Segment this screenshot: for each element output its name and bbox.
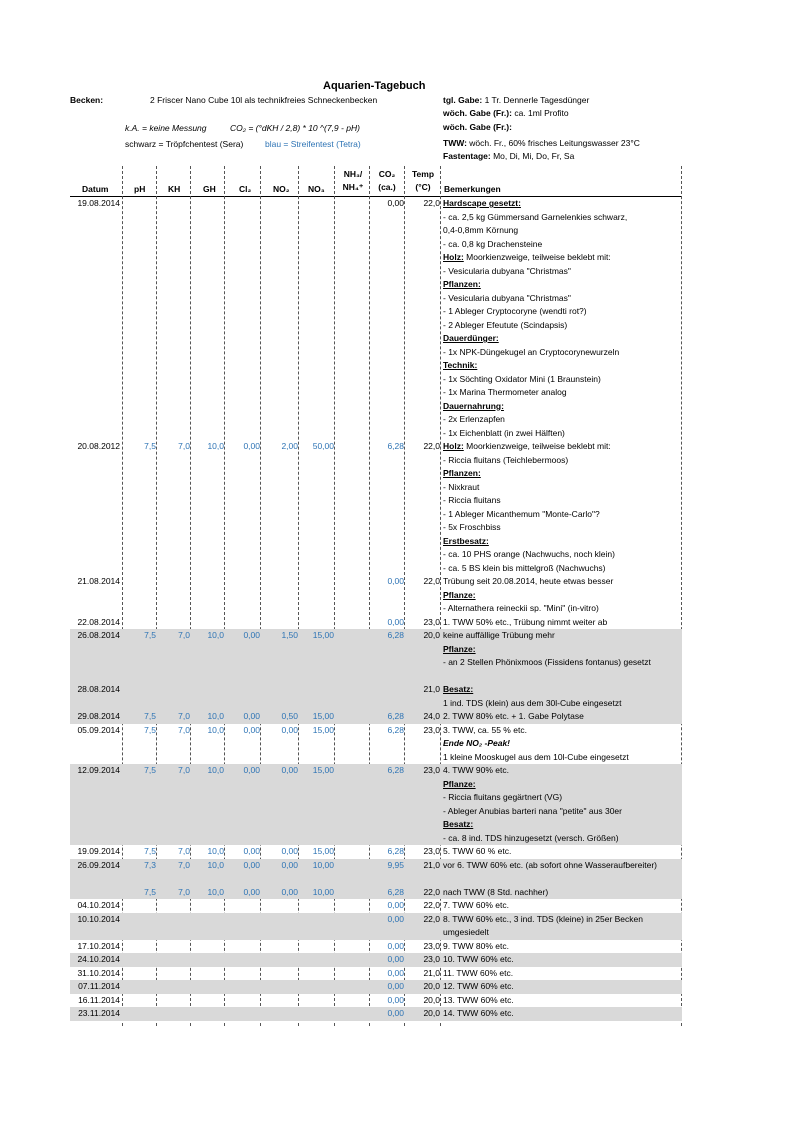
cell-temp: 21,0	[423, 967, 440, 978]
header-no2: NO₂	[273, 184, 290, 194]
cell-kh: 7,0	[178, 630, 190, 640]
table-row	[70, 535, 682, 549]
table-row	[70, 251, 682, 265]
table-row	[70, 953, 682, 967]
cell-remark: Besatz:	[443, 684, 474, 694]
cell-remark: 7. TWW 60% etc.	[443, 900, 509, 910]
gabe-woech-2: wöch. Gabe (Fr.):	[443, 122, 512, 132]
cell-ph: 7,5	[144, 724, 156, 735]
cell-remark: - Alternathera reineckii sp. "Mini" (in-vitro)	[443, 603, 599, 613]
table-row	[70, 818, 682, 832]
cell-gh: 10,0	[207, 765, 224, 775]
table-row	[70, 940, 682, 954]
cell-co2: 6,28	[387, 711, 404, 721]
cell-date: 07.11.2014	[78, 981, 120, 991]
table-row	[70, 710, 682, 724]
cell-remark: - ca. 0,8 kg Drachensteine	[443, 238, 543, 249]
table-row	[70, 602, 682, 616]
cell-no2: 0,00	[281, 765, 298, 775]
header-temp: Temp (°C)	[411, 169, 435, 192]
cell-remark: 0,4-0,8mm Körnung	[443, 225, 519, 235]
cell-temp: 21,0	[423, 684, 440, 694]
cell-co2: 0,00	[387, 954, 404, 964]
cell-cl: 0,00	[243, 846, 260, 856]
cell-date: 10.10.2014	[77, 913, 120, 924]
table-row	[70, 319, 682, 333]
table-row	[70, 913, 682, 927]
cell-no2: 1,50	[281, 630, 298, 640]
log-table	[70, 197, 682, 1021]
cell-gh: 10,0	[207, 724, 224, 735]
cell-remark: - 1x Marina Thermometer analog	[443, 387, 567, 397]
cell-remark: 11. TWW 60% etc.	[443, 967, 514, 978]
cell-co2: 6,28	[387, 846, 404, 856]
table-row	[70, 737, 682, 751]
table-row	[70, 359, 682, 373]
cell-remark: - Vesicularia dubyana "Christmas"	[443, 265, 571, 276]
table-row	[70, 575, 682, 589]
table-row	[70, 616, 682, 630]
cell-remark: - ca. 8 ind. TDS hinzugesetzt (versch. Größen)	[443, 832, 619, 843]
cell-no3: 15,00	[312, 711, 334, 721]
cell-no2: 0,00	[281, 846, 298, 856]
cell-temp: 23,0	[423, 846, 440, 856]
cell-cl: 0,00	[243, 886, 260, 897]
cell-kh: 7,0	[178, 441, 190, 451]
cell-remark: - 1x Eichenblatt (in zwei Hälften)	[443, 427, 565, 438]
cell-co2: 6,28	[387, 724, 404, 735]
table-row	[70, 670, 682, 684]
cell-ph: 7,5	[144, 711, 156, 721]
cell-cl: 0,00	[243, 630, 260, 640]
table-row	[70, 697, 682, 711]
header-cl2: Cl₂	[239, 184, 252, 194]
cell-remark: Trübung seit 20.08.2014, heute etwas besser	[443, 576, 614, 586]
cell-date: 31.10.2014	[77, 967, 120, 978]
cell-kh: 7,0	[178, 846, 190, 856]
cell-no3: 15,00	[312, 630, 334, 640]
cell-date: 21.08.2014	[77, 576, 120, 586]
cell-remark: Pflanzen:	[443, 468, 481, 478]
remark-text: Moorkienzweige, teilweise beklebt mit:	[463, 252, 611, 262]
table-row	[70, 643, 682, 657]
table-row	[70, 764, 682, 778]
table-row	[70, 265, 682, 279]
cell-temp: 22,0	[423, 198, 440, 208]
cell-gh: 10,0	[207, 886, 224, 897]
table-row	[70, 508, 682, 522]
cell-date: 16.11.2014	[78, 994, 120, 1005]
table-row	[70, 899, 682, 913]
cell-date: 29.08.2014	[77, 711, 120, 721]
header-ph: pH	[134, 184, 146, 194]
legend-formula: CO₂ = (°dKH / 2,8) * 10 ^(7,9 - pH)	[230, 123, 360, 133]
cell-no2: 0,00	[281, 859, 298, 870]
table-row	[70, 278, 682, 292]
table-row	[70, 332, 682, 346]
table-row	[70, 224, 682, 238]
cell-temp: 22,0	[423, 913, 440, 924]
cell-remark: - 1 Ableger Micanthemum "Monte-Carlo"?	[443, 508, 600, 519]
cell-ph: 7,5	[144, 441, 156, 451]
cell-no2: 2,00	[281, 441, 298, 451]
table-row	[70, 521, 682, 535]
cell-remark: keine auffällige Trübung mehr	[443, 630, 555, 640]
cell-no3: 15,00	[312, 724, 334, 735]
becken-value: 2 Friscer Nano Cube 10l als technikfreies Schneckenbecken	[150, 95, 378, 105]
header-nh: NH₃/ NH₄⁺	[342, 169, 364, 192]
table-row	[70, 1007, 682, 1021]
table-row	[70, 751, 682, 765]
cell-kh: 7,0	[178, 886, 190, 897]
cell-co2: 0,00	[387, 576, 404, 586]
cell-remark: - Riccia fluitans (Teichlebermoos)	[443, 454, 569, 465]
fasten-info: Fastentage: Mo, Di, Mi, Do, Fr, Sa	[443, 151, 575, 161]
table-row	[70, 467, 682, 481]
table-row	[70, 629, 682, 643]
cell-co2: 6,28	[387, 441, 404, 451]
cell-remark: 13. TWW 60% etc.	[443, 994, 514, 1005]
cell-remark: Pflanze:	[443, 589, 476, 600]
header-no3: NO₃	[308, 184, 325, 194]
table-row	[70, 386, 682, 400]
cell-no3: 50,00	[312, 441, 334, 451]
cell-remark: - 1x NPK-Düngekugel an Cryptocorynewurzeln	[443, 346, 620, 357]
cell-ph: 7,5	[144, 846, 156, 856]
cell-co2: 0,00	[387, 198, 404, 208]
cell-kh: 7,0	[178, 711, 190, 721]
cell-temp: 23,0	[423, 954, 440, 964]
table-row	[70, 589, 682, 603]
cell-remark	[443, 251, 611, 265]
cell-temp: 22,0	[423, 900, 440, 910]
cell-co2: 6,28	[387, 630, 404, 640]
cell-remark: - ca. 5 BS klein bis mittelgroß (Nachwuchs)	[443, 562, 606, 573]
cell-remark: - Vesicularia dubyana "Christmas"	[443, 292, 571, 303]
table-row	[70, 346, 682, 360]
cell-remark: vor 6. TWW 60% etc. (ab sofort ohne Wasseraufbereiter)	[443, 859, 657, 870]
table-row	[70, 926, 682, 940]
header-kh: KH	[168, 184, 181, 194]
table-row	[70, 683, 682, 697]
table-row	[70, 413, 682, 427]
table-row	[70, 427, 682, 441]
header-datum: Datum	[82, 184, 109, 194]
cell-no3: 15,00	[312, 846, 334, 856]
legend-ka: k.A. = keine Messung	[125, 123, 207, 133]
gabe-tgl: tgl. Gabe: 1 Tr. Dennerle Tagesdünger	[443, 95, 590, 105]
cell-remark: umgesiedelt	[443, 927, 489, 937]
cell-remark: - Ableger Anubias barteri nana "petite" aus 30er	[443, 805, 622, 816]
table-row	[70, 562, 682, 576]
cell-date: 23.11.2014	[78, 1008, 120, 1018]
header-co2: CO₂ (ca.)	[378, 169, 396, 192]
cell-ph: 7,5	[144, 630, 156, 640]
cell-gh: 10,0	[207, 859, 224, 870]
cell-gh: 10,0	[207, 711, 224, 721]
cell-remark: 1. TWW 50% etc., Trübung nimmt weiter ab	[443, 616, 608, 627]
cell-no3: 15,00	[312, 765, 334, 775]
cell-co2: 9,95	[387, 859, 404, 870]
cell-temp: 20,0	[423, 1008, 440, 1018]
cell-co2: 0,00	[387, 1008, 404, 1018]
table-row	[70, 454, 682, 468]
cell-date: 19.08.2014	[77, 198, 120, 208]
cell-kh: 7,0	[178, 765, 190, 775]
cell-date: 17.10.2014	[77, 940, 120, 951]
cell-co2: 0,00	[387, 940, 404, 951]
cell-remark: nach TWW (8 Std. nachher)	[443, 886, 549, 897]
cell-remark: - ca. 10 PHS orange (Nachwuchs, noch klein)	[443, 549, 615, 559]
table-row	[70, 994, 682, 1008]
cell-no2: 0,00	[281, 886, 298, 897]
cell-co2: 6,28	[387, 886, 404, 897]
cell-date: 26.08.2014	[77, 630, 120, 640]
cell-date: 20.08.2012	[77, 441, 120, 451]
cell-remark: Dauerdünger:	[443, 333, 499, 343]
table-row	[70, 980, 682, 994]
cell-temp: 20,0	[423, 981, 440, 991]
cell-temp: 23,0	[423, 616, 440, 627]
cell-co2: 0,00	[387, 967, 404, 978]
cell-date: 26.09.2014	[77, 859, 120, 870]
cell-remark: 2. TWW 80% etc. + 1. Gabe Polytase	[443, 711, 584, 721]
cell-gh: 10,0	[207, 846, 224, 856]
cell-date: 04.10.2014	[77, 900, 120, 910]
cell-remark	[443, 440, 611, 454]
cell-remark: Pflanze:	[443, 643, 476, 654]
table-row	[70, 886, 682, 900]
table-row	[70, 859, 682, 873]
cell-remark: - Nixkraut	[443, 481, 480, 492]
cell-date: 28.08.2014	[77, 684, 120, 694]
page-title: Aquarien-Tagebuch	[323, 80, 426, 92]
cell-cl: 0,00	[243, 724, 260, 735]
cell-remark: Technik:	[443, 360, 478, 370]
cell-temp: 23,0	[423, 724, 440, 735]
gabe-woech-1: wöch. Gabe (Fr.): ca. 1ml Profito	[443, 108, 569, 118]
cell-remark: Dauernahrung:	[443, 400, 504, 411]
table-row	[70, 832, 682, 846]
table-row	[70, 400, 682, 414]
cell-remark: - 5x Froschbiss	[443, 522, 501, 532]
table-row	[70, 872, 682, 886]
table-row	[70, 211, 682, 225]
cell-remark: - 2x Erlenzapfen	[443, 414, 505, 424]
cell-cl: 0,00	[243, 441, 260, 451]
cell-remark: 4. TWW 90% etc.	[443, 765, 509, 775]
cell-date: 24.10.2014	[77, 954, 120, 964]
cell-co2: 0,00	[387, 900, 404, 910]
cell-remark: 12. TWW 60% etc.	[443, 981, 514, 991]
cell-remark: - 1x Söchting Oxidator Mini (1 Braunstein)	[443, 373, 601, 384]
cell-temp: 22,0	[423, 576, 440, 586]
tww-info: TWW: wöch. Fr., 60% frisches Leitungswasser 23°C	[443, 138, 640, 148]
cell-remark: Besatz:	[443, 819, 474, 829]
cell-co2: 0,00	[387, 913, 404, 924]
cell-date: 22.08.2014	[77, 616, 120, 627]
cell-date: 12.09.2014	[77, 765, 120, 775]
cell-remark: 5. TWW 60 % etc.	[443, 846, 512, 856]
table-row	[70, 238, 682, 252]
table-row	[70, 373, 682, 387]
table-row	[70, 656, 682, 670]
cell-no3: 10,00	[312, 859, 334, 870]
table-row	[70, 791, 682, 805]
cell-kh: 7,0	[178, 724, 190, 735]
cell-cl: 0,00	[243, 765, 260, 775]
table-row	[70, 494, 682, 508]
cell-temp: 24,0	[423, 711, 440, 721]
cell-no2: 0,50	[281, 711, 298, 721]
cell-remark: 1 ind. TDS (klein) aus dem 30l-Cube eingesetzt	[443, 697, 622, 708]
cell-date: 05.09.2014	[77, 724, 120, 735]
table-row	[70, 440, 682, 454]
cell-gh: 10,0	[207, 441, 224, 451]
header-gh: GH	[203, 184, 216, 194]
table-row	[70, 845, 682, 859]
becken-label: Becken:	[70, 95, 104, 105]
table-header	[70, 166, 682, 197]
cell-remark: - 2 Ableger Efeutute (Scindapsis)	[443, 319, 568, 330]
table-row	[70, 305, 682, 319]
cell-no3: 10,00	[312, 886, 334, 897]
legend-schwarz: schwarz = Tröpfchentest (Sera)	[125, 139, 244, 149]
cell-remark: Ende NO₂ -Peak!	[443, 738, 511, 748]
cell-temp: 20,0	[423, 994, 440, 1005]
cell-ph: 7,5	[144, 765, 156, 775]
cell-temp: 23,0	[423, 765, 440, 775]
cell-co2: 0,00	[387, 616, 404, 627]
cell-remark: Hardscape gesetzt:	[443, 198, 521, 208]
table-row	[70, 292, 682, 306]
table-row	[70, 481, 682, 495]
legend-blau: blau = Streifentest (Tetra)	[265, 139, 361, 149]
cell-remark: 10. TWW 60% etc.	[443, 954, 514, 964]
cell-temp: 23,0	[423, 940, 440, 951]
cell-cl: 0,00	[243, 859, 260, 870]
remark-text: Moorkienzweige, teilweise beklebt mit:	[463, 441, 611, 451]
cell-remark: - ca. 2,5 kg Gümmersand Garnelenkies schwarz,	[443, 211, 628, 222]
cell-temp: 22,0	[423, 886, 440, 897]
cell-co2: 0,00	[387, 981, 404, 991]
cell-remark: - 1 Ableger Cryptocoryne (wendti rot?)	[443, 306, 587, 316]
cell-cl: 0,00	[243, 711, 260, 721]
cell-kh: 7,0	[178, 859, 190, 870]
cell-remark: 3. TWW, ca. 55 % etc.	[443, 724, 527, 735]
cell-remark: - Riccia fluitans	[443, 495, 501, 505]
cell-temp: 22,0	[423, 441, 440, 451]
cell-remark: 8. TWW 60% etc., 3 ind. TDS (kleine) in 25er Becken	[443, 913, 643, 924]
table-row	[70, 724, 682, 738]
cell-date: 19.09.2014	[77, 846, 120, 856]
table-row	[70, 967, 682, 981]
cell-co2: 6,28	[387, 765, 404, 775]
cell-co2: 0,00	[387, 994, 404, 1005]
cell-remark: 14. TWW 60% etc.	[443, 1008, 514, 1018]
cell-temp: 21,0	[423, 859, 440, 870]
remark-heading: Holz:	[443, 441, 464, 451]
cell-remark: 9. TWW 80% etc.	[443, 940, 509, 951]
cell-temp: 20,0	[423, 630, 440, 640]
table-row	[70, 197, 682, 211]
cell-remark: Erstbesatz:	[443, 535, 489, 546]
cell-remark: 1 kleine Mooskugel aus dem 10l-Cube eingesetzt	[443, 751, 629, 762]
table-row	[70, 805, 682, 819]
table-row	[70, 778, 682, 792]
cell-remark: Pflanze:	[443, 778, 476, 789]
cell-remark: - Riccia fluitans gegärtnert (VG)	[443, 792, 563, 802]
header-bemerkungen: Bemerkungen	[444, 184, 501, 194]
cell-ph: 7,3	[144, 859, 156, 870]
cell-remark: Pflanzen:	[443, 279, 481, 289]
table-row	[70, 548, 682, 562]
cell-remark: - an 2 Stellen Phönixmoos (Fissidens fontanus) gesetzt	[443, 657, 651, 667]
cell-no2: 0,00	[281, 724, 298, 735]
cell-ph: 7,5	[144, 886, 156, 897]
cell-gh: 10,0	[207, 630, 224, 640]
remark-heading: Holz:	[443, 252, 464, 262]
